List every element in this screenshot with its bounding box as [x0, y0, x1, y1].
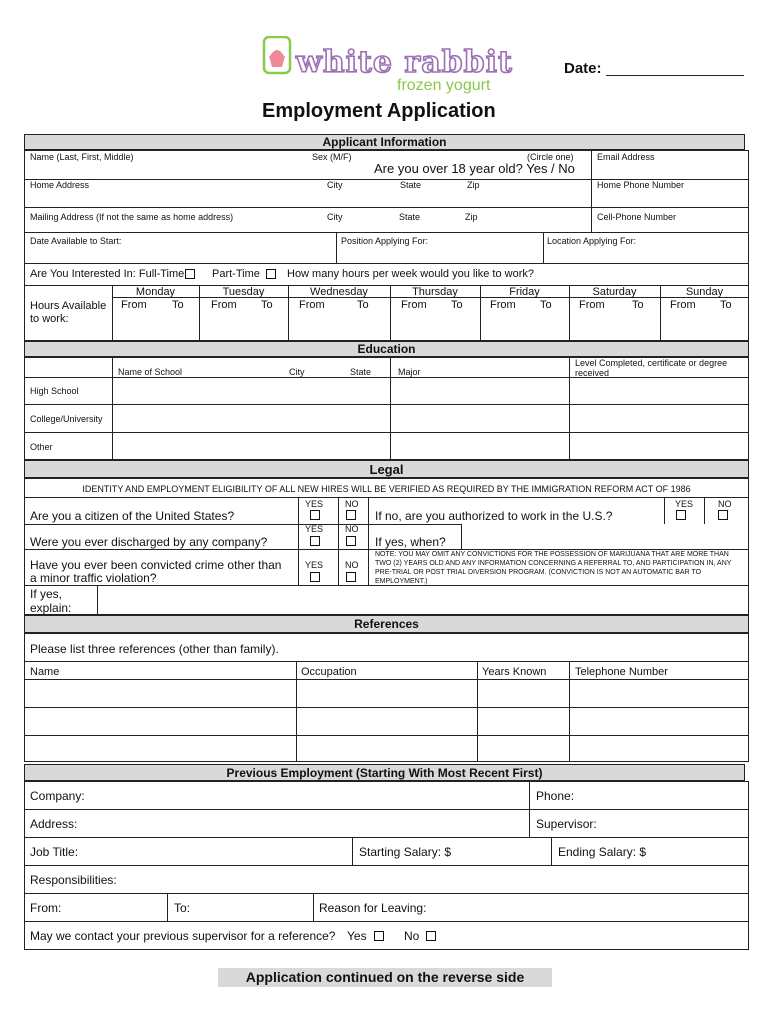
- monday-from: From: [121, 299, 147, 311]
- logo-sub: frozen yogurt: [397, 77, 491, 94]
- mailing-zip-label: Zip: [465, 212, 478, 222]
- convicted-no-checkbox[interactable]: [346, 572, 356, 582]
- sunday-to: To: [720, 299, 732, 311]
- authorized-no-label: NO: [718, 499, 732, 509]
- tuesday-from: From: [211, 299, 237, 311]
- citizen-no-checkbox[interactable]: [346, 510, 356, 520]
- thursday-to: To: [451, 299, 463, 311]
- level-header: Level Completed, certificate or degree received: [575, 358, 728, 378]
- authorized-no-checkbox[interactable]: [718, 510, 728, 520]
- to-label: To:: [174, 901, 191, 915]
- major-header: Major: [398, 367, 421, 377]
- over-18-question: Are you over 18 year old? Yes / No: [374, 161, 575, 176]
- ref-years-header: Years Known: [482, 666, 547, 678]
- education-row-other: Other: [30, 442, 53, 452]
- supervisor-label: Supervisor:: [536, 817, 597, 831]
- from-label: From:: [30, 901, 62, 915]
- convicted-no-label: NO: [345, 560, 359, 570]
- school-state-header: State: [350, 367, 372, 377]
- name-label: Name (Last, First, Middle): [30, 152, 134, 162]
- date-field[interactable]: [606, 75, 744, 76]
- page-title: Employment Application: [262, 100, 496, 122]
- discharged-no-checkbox[interactable]: [346, 536, 356, 546]
- convicted-question-line1: Have you ever been convicted crime other than: [30, 558, 282, 572]
- discharged-yes-checkbox[interactable]: [310, 536, 320, 546]
- mailing-address-label: Mailing Address (If not the same as home address): [30, 212, 234, 222]
- job-title-label: Job Title:: [30, 845, 79, 859]
- home-phone-label: Home Phone Number: [597, 180, 685, 190]
- sex-label: Sex (M/F): [312, 152, 352, 162]
- home-address-label: Home Address: [30, 180, 90, 190]
- mailing-city-label: City: [327, 212, 343, 222]
- explain-label-line1: If yes,: [30, 587, 63, 601]
- ending-salary-label: Ending Salary: $: [558, 845, 647, 859]
- legal-header: Legal: [24, 460, 749, 478]
- logo-brand: white rabbit: [296, 45, 513, 80]
- hours-available-label: Hours Available: [30, 300, 107, 312]
- authorized-yes-label: YES: [675, 499, 694, 509]
- day-monday: Monday: [135, 286, 176, 298]
- home-zip-label: Zip: [467, 180, 480, 190]
- when-label: If yes, when?: [375, 535, 446, 549]
- citizen-no-label: NO: [345, 499, 359, 509]
- previous-employment-header: Previous Employment (Starting With Most Recent First): [24, 764, 745, 781]
- conviction-note: NOTE: YOU MAY OMIT ANY CONVICTIONS FOR THE POSSESSION OF MARIJUANA THAT ARE MORE THAN TWO (2) YEARS OLD AND ANY INFORMATION CONCERNING A REFERRAL TO, AND PARTICIPATION IN, ANY PRE-TRIAL OR POST TRIAL DIVERSION PROGRAM. (CONVICTION IS NOT AN AUTOMATIC BAR TO EMPLOYMENT.): [375, 551, 732, 585]
- friday-to: To: [540, 299, 552, 311]
- reason-leaving-label: Reason for Leaving:: [319, 901, 427, 915]
- contact-question: May we contact your previous supervisor for a reference?: [30, 929, 336, 943]
- school-city-header: City: [289, 367, 305, 377]
- position-label: Position Applying For:: [341, 236, 429, 246]
- authorized-question: If no, are you authorized to work in the U.S.?: [375, 509, 613, 523]
- date-label: Date:: [564, 60, 602, 77]
- discharged-yes-label: YES: [305, 524, 324, 534]
- wednesday-to: To: [357, 299, 369, 311]
- address-label: Address:: [30, 817, 78, 831]
- wednesday-from: From: [299, 299, 325, 311]
- contact-yes-checkbox[interactable]: [374, 931, 384, 941]
- saturday-to: To: [632, 299, 644, 311]
- email-label: Email Address: [597, 152, 655, 162]
- friday-from: From: [490, 299, 516, 311]
- hours-question: How many hours per week would you like to work?: [287, 268, 535, 280]
- sunday-from: From: [670, 299, 696, 311]
- circle-one-label: (Circle one): [527, 152, 574, 162]
- ref-occupation-header: Occupation: [301, 666, 357, 678]
- responsibilities-label: Responsibilities:: [30, 873, 117, 887]
- authorized-yes-checkbox[interactable]: [676, 510, 686, 520]
- monday-to: To: [172, 299, 184, 311]
- saturday-from: From: [579, 299, 605, 311]
- explain-label-line2: explain:: [30, 601, 72, 615]
- school-name-header: Name of School: [118, 367, 183, 377]
- day-thursday: Thursday: [412, 286, 458, 298]
- day-sunday: Sunday: [685, 286, 724, 298]
- thursday-from: From: [401, 299, 427, 311]
- mailing-state-label: State: [399, 212, 421, 222]
- phone-label: Phone:: [536, 789, 575, 803]
- day-friday: Friday: [509, 286, 540, 298]
- home-state-label: State: [400, 180, 422, 190]
- citizen-question: Are you a citizen of the United States?: [30, 509, 235, 523]
- part-time-label: Part-Time: [212, 268, 260, 280]
- ref-phone-header: Telephone Number: [575, 666, 668, 678]
- citizen-yes-checkbox[interactable]: [310, 510, 320, 520]
- discharged-no-label: NO: [345, 524, 359, 534]
- tuesday-to: To: [261, 299, 273, 311]
- references-instruction: Please list three references (other than family).: [30, 642, 279, 656]
- company-label: Company:: [30, 789, 85, 803]
- contact-yes-label: Yes: [347, 929, 367, 943]
- day-tuesday: Tuesday: [222, 286, 265, 298]
- contact-no-checkbox[interactable]: [426, 931, 436, 941]
- day-saturday: Saturday: [592, 286, 637, 298]
- date-available-label: Date Available to Start:: [30, 236, 122, 246]
- explain-field[interactable]: [98, 586, 748, 614]
- home-city-label: City: [327, 180, 343, 190]
- interested-label: Are You Interested In: Full-Time: [30, 268, 185, 280]
- logo: [262, 34, 513, 98]
- ref-name-header: Name: [30, 666, 60, 678]
- convicted-yes-checkbox[interactable]: [310, 572, 320, 582]
- continued-notice: Application continued on the reverse side: [218, 968, 552, 987]
- education-header: Education: [24, 341, 749, 357]
- convicted-question-line2: a minor traffic violation?: [30, 571, 157, 585]
- part-time-checkbox[interactable]: [266, 269, 276, 279]
- references-header: References: [24, 615, 749, 633]
- yogurt-cup-icon: [262, 36, 292, 76]
- full-time-checkbox[interactable]: [185, 269, 195, 279]
- education-row-college: College/University: [30, 414, 103, 424]
- location-label: Location Applying For:: [547, 236, 637, 246]
- day-wednesday: Wednesday: [310, 286, 368, 298]
- identity-notice: IDENTITY AND EMPLOYMENT ELIGIBILITY OF ALL NEW HIRES WILL BE VERIFIED AS REQUIRED BY THE IMMIGRATION REFORM ACT OF 1986: [82, 484, 691, 494]
- convicted-yes-label: YES: [305, 560, 324, 570]
- cell-phone-label: Cell-Phone Number: [597, 212, 677, 222]
- starting-salary-label: Starting Salary: $: [359, 845, 452, 859]
- discharged-question: Were you ever discharged by any company?: [30, 535, 268, 549]
- citizen-yes-label: YES: [305, 499, 324, 509]
- to-work-label: to work:: [30, 313, 69, 325]
- contact-no-label: No: [404, 929, 420, 943]
- applicant-header: Applicant Information: [24, 134, 745, 150]
- education-row-high-school: High School: [30, 386, 79, 396]
